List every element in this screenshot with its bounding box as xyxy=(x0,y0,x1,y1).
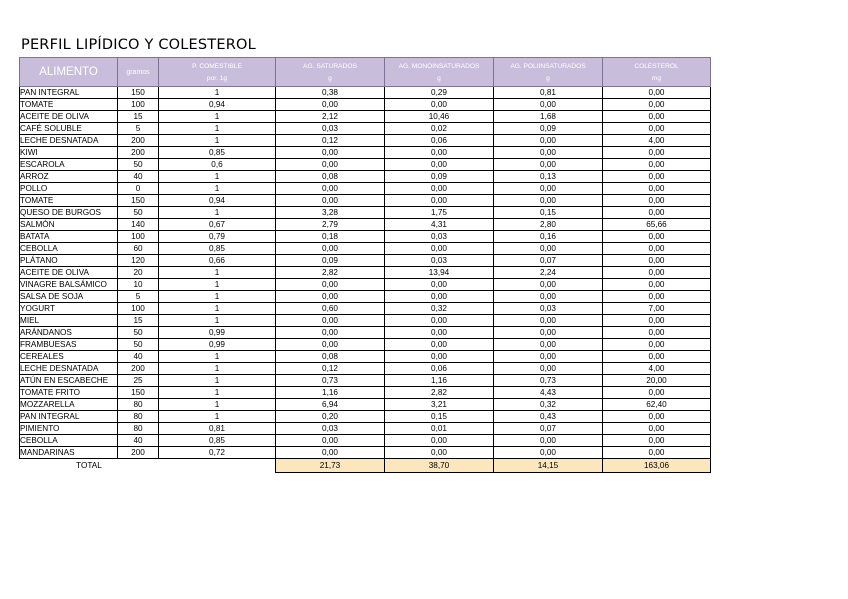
cell-gramos[interactable]: 80 xyxy=(118,411,159,423)
cell-alimento[interactable]: BATATA xyxy=(20,231,118,243)
cell-gramos[interactable]: 120 xyxy=(118,255,159,267)
cell-saturados[interactable]: 6,94 xyxy=(276,399,385,411)
cell-poliinsaturados[interactable]: 4,43 xyxy=(494,387,603,399)
cell-colesterol[interactable]: 0,00 xyxy=(603,99,711,111)
cell-poliinsaturados[interactable]: 0,43 xyxy=(494,411,603,423)
cell-gramos[interactable]: 150 xyxy=(118,87,159,99)
table-row xyxy=(20,171,711,183)
cell-alimento[interactable]: MANDARINAS xyxy=(20,447,118,459)
cell-colesterol[interactable]: 0,00 xyxy=(603,243,711,255)
cell-gramos[interactable]: 50 xyxy=(118,339,159,351)
cell-saturados[interactable]: 0,00 xyxy=(276,279,385,291)
cell-colesterol[interactable]: 0,00 xyxy=(603,279,711,291)
cell-poliinsaturados[interactable]: 0,16 xyxy=(494,231,603,243)
cell-alimento[interactable]: SALSA DE SOJA xyxy=(20,291,118,303)
cell-parte-comestible[interactable]: 1 xyxy=(159,387,276,399)
cell-parte-comestible[interactable]: 1 xyxy=(159,171,276,183)
cell-gramos[interactable]: 40 xyxy=(118,351,159,363)
cell-colesterol[interactable]: 0,00 xyxy=(603,423,711,435)
cell-monoinsaturados[interactable]: 1,16 xyxy=(385,375,494,387)
cell-poliinsaturados[interactable]: 0,00 xyxy=(494,159,603,171)
cell-alimento[interactable]: PLÁTANO xyxy=(20,255,118,267)
cell-gramos[interactable]: 100 xyxy=(118,303,159,315)
cell-gramos[interactable]: 80 xyxy=(118,423,159,435)
cell-parte-comestible[interactable]: 0,94 xyxy=(159,99,276,111)
cell-alimento[interactable]: TOMATE xyxy=(20,195,118,207)
cell-saturados[interactable]: 0,03 xyxy=(276,123,385,135)
cell-monoinsaturados[interactable]: 0,00 xyxy=(385,327,494,339)
table-row xyxy=(20,399,711,411)
cell-gramos[interactable]: 200 xyxy=(118,135,159,147)
column-header-gramos[interactable]: gramos xyxy=(118,58,159,87)
cell-parte-comestible[interactable]: 1 xyxy=(159,315,276,327)
cell-colesterol[interactable]: 0,00 xyxy=(603,267,711,279)
column-header-unit: por. 1g xyxy=(206,75,228,82)
table-row xyxy=(20,159,711,171)
cell-gramos[interactable]: 40 xyxy=(118,435,159,447)
cell-alimento[interactable]: CEBOLLA xyxy=(20,243,118,255)
column-header-label: AG. POLIINSATURADOS xyxy=(510,63,586,70)
cell-saturados[interactable]: 2,12 xyxy=(276,111,385,123)
cell-monoinsaturados[interactable]: 0,06 xyxy=(385,135,494,147)
total-saturados[interactable]: 21,73 xyxy=(276,459,385,473)
cell-gramos[interactable]: 50 xyxy=(118,159,159,171)
column-header-monoinsaturados[interactable] xyxy=(385,58,494,87)
cell-poliinsaturados[interactable]: 0,03 xyxy=(494,303,603,315)
cell-poliinsaturados[interactable]: 0,00 xyxy=(494,147,603,159)
table-row xyxy=(20,351,711,363)
cell-poliinsaturados[interactable]: 0,00 xyxy=(494,279,603,291)
cell-gramos[interactable]: 200 xyxy=(118,447,159,459)
cell-gramos[interactable]: 15 xyxy=(118,111,159,123)
table-row xyxy=(20,111,711,123)
cell-colesterol[interactable]: 0,00 xyxy=(603,327,711,339)
cell-parte-comestible[interactable]: 1 xyxy=(159,279,276,291)
cell-parte-comestible[interactable]: 0,94 xyxy=(159,195,276,207)
cell-parte-comestible[interactable]: 1 xyxy=(159,267,276,279)
total-monoinsaturados[interactable]: 38,70 xyxy=(385,459,494,473)
cell-colesterol[interactable]: 0,00 xyxy=(603,111,711,123)
column-header-unit: g xyxy=(328,75,332,82)
table-row xyxy=(20,99,711,111)
cell-poliinsaturados[interactable]: 2,24 xyxy=(494,267,603,279)
cell-poliinsaturados[interactable]: 0,00 xyxy=(494,447,603,459)
cell-colesterol[interactable]: 0,00 xyxy=(603,291,711,303)
table-row xyxy=(20,291,711,303)
cell-parte-comestible[interactable]: 0,67 xyxy=(159,219,276,231)
cell-alimento[interactable]: ARÁNDANOS xyxy=(20,327,118,339)
table-row xyxy=(20,255,711,267)
cell-monoinsaturados[interactable]: 2,82 xyxy=(385,387,494,399)
cell-gramos[interactable]: 5 xyxy=(118,123,159,135)
cell-saturados[interactable]: 3,28 xyxy=(276,207,385,219)
table-row xyxy=(20,243,711,255)
cell-gramos[interactable]: 140 xyxy=(118,219,159,231)
cell-colesterol[interactable]: 65,66 xyxy=(603,219,711,231)
cell-parte-comestible[interactable]: 0,6 xyxy=(159,159,276,171)
table-row xyxy=(20,231,711,243)
cell-poliinsaturados[interactable]: 0,00 xyxy=(494,183,603,195)
cell-alimento[interactable]: KIWI xyxy=(20,147,118,159)
cell-alimento[interactable]: LECHE DESNATADA xyxy=(20,135,118,147)
cell-saturados[interactable]: 0,00 xyxy=(276,243,385,255)
cell-gramos[interactable]: 15 xyxy=(118,315,159,327)
cell-saturados[interactable]: 0,12 xyxy=(276,135,385,147)
cell-colesterol[interactable]: 0,00 xyxy=(603,195,711,207)
table-row xyxy=(20,423,711,435)
table-row xyxy=(20,147,711,159)
cell-gramos[interactable]: 60 xyxy=(118,243,159,255)
column-header-label: COLESTEROL xyxy=(634,63,679,70)
page-title: PERFIL LIPÍDICO Y COLESTEROL xyxy=(21,37,256,53)
cell-monoinsaturados[interactable]: 0,00 xyxy=(385,183,494,195)
cell-colesterol[interactable]: 0,00 xyxy=(603,231,711,243)
table-row xyxy=(20,411,711,423)
cell-colesterol[interactable]: 0,00 xyxy=(603,447,711,459)
cell-gramos[interactable]: 150 xyxy=(118,387,159,399)
cell-monoinsaturados[interactable]: 0,00 xyxy=(385,435,494,447)
column-header-unit: mg xyxy=(651,75,662,82)
cell-saturados[interactable]: 0,00 xyxy=(276,315,385,327)
cell-monoinsaturados[interactable]: 0,00 xyxy=(385,315,494,327)
cell-monoinsaturados[interactable]: 13,94 xyxy=(385,267,494,279)
cell-alimento[interactable]: QUESO DE BURGOS xyxy=(20,207,118,219)
cell-parte-comestible[interactable]: 0,99 xyxy=(159,339,276,351)
cell-alimento[interactable]: TOMATE xyxy=(20,99,118,111)
cell-monoinsaturados[interactable]: 0,29 xyxy=(385,87,494,99)
cell-monoinsaturados[interactable]: 0,03 xyxy=(385,231,494,243)
cell-monoinsaturados[interactable]: 0,00 xyxy=(385,147,494,159)
cell-poliinsaturados[interactable]: 0,73 xyxy=(494,375,603,387)
cell-colesterol[interactable]: 4,00 xyxy=(603,363,711,375)
cell-gramos[interactable]: 20 xyxy=(118,267,159,279)
cell-saturados[interactable]: 0,12 xyxy=(276,363,385,375)
cell-parte-comestible[interactable]: 0,79 xyxy=(159,231,276,243)
cell-parte-comestible[interactable]: 0,81 xyxy=(159,423,276,435)
total-row xyxy=(20,459,711,473)
cell-alimento[interactable]: ATÚN EN ESCABECHE xyxy=(20,375,118,387)
cell-monoinsaturados[interactable]: 0,03 xyxy=(385,255,494,267)
cell-alimento[interactable]: TOMATE FRITO xyxy=(20,387,118,399)
cell-monoinsaturados[interactable]: 0,00 xyxy=(385,291,494,303)
cell-gramos[interactable]: 200 xyxy=(118,147,159,159)
cell-poliinsaturados[interactable]: 0,00 xyxy=(494,99,603,111)
cell-monoinsaturados[interactable]: 0,00 xyxy=(385,279,494,291)
cell-poliinsaturados[interactable]: 0,00 xyxy=(494,435,603,447)
cell-alimento[interactable]: LECHE DESNATADA xyxy=(20,363,118,375)
cell-monoinsaturados[interactable]: 1,75 xyxy=(385,207,494,219)
cell-colesterol[interactable]: 0,00 xyxy=(603,255,711,267)
cell-monoinsaturados[interactable]: 0,15 xyxy=(385,411,494,423)
cell-parte-comestible[interactable]: 1 xyxy=(159,411,276,423)
column-header-unit: g xyxy=(546,75,550,82)
cell-saturados[interactable]: 0,00 xyxy=(276,327,385,339)
cell-colesterol[interactable]: 4,00 xyxy=(603,135,711,147)
table-row xyxy=(20,87,711,99)
cell-monoinsaturados[interactable]: 0,00 xyxy=(385,99,494,111)
cell-saturados[interactable]: 0,38 xyxy=(276,87,385,99)
cell-colesterol[interactable]: 7,00 xyxy=(603,303,711,315)
cell-gramos[interactable]: 0 xyxy=(118,183,159,195)
cell-poliinsaturados[interactable]: 0,13 xyxy=(494,171,603,183)
cell-parte-comestible[interactable]: 1 xyxy=(159,291,276,303)
cell-alimento[interactable]: VINAGRE BALSÁMICO xyxy=(20,279,118,291)
cell-poliinsaturados[interactable]: 1,68 xyxy=(494,111,603,123)
cell-monoinsaturados[interactable]: 10,46 xyxy=(385,111,494,123)
cell-poliinsaturados[interactable]: 0,09 xyxy=(494,123,603,135)
column-header-label: AG. SATURADOS xyxy=(303,63,357,70)
cell-poliinsaturados[interactable]: 0,00 xyxy=(494,327,603,339)
total-label: TOTAL xyxy=(76,461,102,471)
table-row xyxy=(20,267,711,279)
cell-poliinsaturados[interactable]: 0,00 xyxy=(494,363,603,375)
table-row xyxy=(20,123,711,135)
cell-colesterol[interactable]: 0,00 xyxy=(603,435,711,447)
total-poliinsaturados[interactable]: 14,15 xyxy=(494,459,603,473)
cell-colesterol[interactable]: 0,00 xyxy=(603,147,711,159)
table-row xyxy=(20,363,711,375)
cell-colesterol[interactable]: 0,00 xyxy=(603,315,711,327)
cell-saturados[interactable]: 0,09 xyxy=(276,255,385,267)
cell-colesterol[interactable]: 0,00 xyxy=(603,339,711,351)
column-header-colesterol[interactable] xyxy=(603,58,711,87)
cell-poliinsaturados[interactable]: 0,81 xyxy=(494,87,603,99)
cell-monoinsaturados[interactable]: 0,32 xyxy=(385,303,494,315)
cell-saturados[interactable]: 0,60 xyxy=(276,303,385,315)
cell-alimento[interactable]: ESCAROLA xyxy=(20,159,118,171)
cell-alimento[interactable]: CEREALES xyxy=(20,351,118,363)
table-row xyxy=(20,279,711,291)
cell-alimento[interactable]: ACEITE DE OLIVA xyxy=(20,111,118,123)
cell-monoinsaturados[interactable]: 0,00 xyxy=(385,351,494,363)
cell-gramos[interactable]: 25 xyxy=(118,375,159,387)
cell-parte-comestible[interactable]: 0,66 xyxy=(159,255,276,267)
table-row xyxy=(20,387,711,399)
cell-parte-comestible[interactable]: 0,85 xyxy=(159,435,276,447)
cell-saturados[interactable]: 0,00 xyxy=(276,291,385,303)
table-row xyxy=(20,195,711,207)
table-body xyxy=(20,87,711,459)
cell-alimento[interactable]: ACEITE DE OLIVA xyxy=(20,267,118,279)
column-header-alimento[interactable]: ALIMENTO xyxy=(20,58,118,87)
cell-saturados[interactable]: 0,08 xyxy=(276,171,385,183)
cell-gramos[interactable]: 100 xyxy=(118,231,159,243)
cell-colesterol[interactable]: 0,00 xyxy=(603,87,711,99)
cell-poliinsaturados[interactable]: 0,00 xyxy=(494,339,603,351)
cell-monoinsaturados[interactable]: 0,09 xyxy=(385,171,494,183)
cell-saturados[interactable]: 0,00 xyxy=(276,435,385,447)
cell-saturados[interactable]: 0,00 xyxy=(276,339,385,351)
cell-saturados[interactable]: 0,00 xyxy=(276,195,385,207)
cell-saturados[interactable]: 2,79 xyxy=(276,219,385,231)
cell-saturados[interactable]: 2,82 xyxy=(276,267,385,279)
cell-colesterol[interactable]: 0,00 xyxy=(603,123,711,135)
column-header-parte-comestible[interactable] xyxy=(159,58,276,87)
cell-gramos[interactable]: 100 xyxy=(118,99,159,111)
table-row xyxy=(20,339,711,351)
cell-parte-comestible[interactable]: 1 xyxy=(159,207,276,219)
cell-saturados[interactable]: 0,00 xyxy=(276,147,385,159)
cell-gramos[interactable]: 150 xyxy=(118,195,159,207)
cell-parte-comestible[interactable]: 1 xyxy=(159,303,276,315)
cell-parte-comestible[interactable]: 0,72 xyxy=(159,447,276,459)
table-row xyxy=(20,207,711,219)
column-header-label: AG. MONOINSATURADOS xyxy=(398,63,480,70)
cell-poliinsaturados[interactable]: 0,15 xyxy=(494,207,603,219)
cell-monoinsaturados[interactable]: 0,00 xyxy=(385,243,494,255)
cell-monoinsaturados[interactable]: 3,21 xyxy=(385,399,494,411)
cell-colesterol[interactable]: 0,00 xyxy=(603,171,711,183)
cell-gramos[interactable]: 50 xyxy=(118,207,159,219)
cell-poliinsaturados[interactable]: 0,00 xyxy=(494,195,603,207)
cell-gramos[interactable]: 10 xyxy=(118,279,159,291)
cell-alimento[interactable]: MOZZARELLA xyxy=(20,399,118,411)
cell-colesterol[interactable]: 0,00 xyxy=(603,411,711,423)
cell-saturados[interactable]: 0,03 xyxy=(276,423,385,435)
cell-parte-comestible[interactable]: 0,85 xyxy=(159,243,276,255)
cell-poliinsaturados[interactable]: 0,00 xyxy=(494,243,603,255)
cell-colesterol[interactable]: 0,00 xyxy=(603,351,711,363)
table-row xyxy=(20,327,711,339)
cell-alimento[interactable]: PIMIENTO xyxy=(20,423,118,435)
cell-monoinsaturados[interactable]: 0,02 xyxy=(385,123,494,135)
cell-monoinsaturados[interactable]: 0,01 xyxy=(385,423,494,435)
header-row xyxy=(20,58,711,87)
cell-monoinsaturados[interactable]: 0,00 xyxy=(385,159,494,171)
cell-parte-comestible[interactable]: 1 xyxy=(159,375,276,387)
cell-colesterol[interactable]: 0,00 xyxy=(603,387,711,399)
cell-poliinsaturados[interactable]: 0,00 xyxy=(494,135,603,147)
cell-parte-comestible[interactable]: 1 xyxy=(159,123,276,135)
cell-parte-comestible[interactable]: 0,85 xyxy=(159,147,276,159)
cell-saturados[interactable]: 0,20 xyxy=(276,411,385,423)
table-row xyxy=(20,135,711,147)
cell-colesterol[interactable]: 20,00 xyxy=(603,375,711,387)
cell-parte-comestible[interactable]: 1 xyxy=(159,363,276,375)
cell-colesterol[interactable]: 0,00 xyxy=(603,207,711,219)
cell-poliinsaturados[interactable]: 0,07 xyxy=(494,255,603,267)
cell-parte-comestible[interactable]: 1 xyxy=(159,183,276,195)
cell-gramos[interactable]: 5 xyxy=(118,291,159,303)
cell-poliinsaturados[interactable]: 0,00 xyxy=(494,351,603,363)
table-row xyxy=(20,219,711,231)
cell-gramos[interactable]: 80 xyxy=(118,399,159,411)
cell-saturados[interactable]: 1,16 xyxy=(276,387,385,399)
cell-alimento[interactable]: POLLO xyxy=(20,183,118,195)
cell-alimento[interactable]: PAN INTEGRAL xyxy=(20,87,118,99)
cell-saturados[interactable]: 0,00 xyxy=(276,99,385,111)
cell-gramos[interactable]: 50 xyxy=(118,327,159,339)
table-row xyxy=(20,315,711,327)
cell-saturados[interactable]: 0,18 xyxy=(276,231,385,243)
table-row xyxy=(20,303,711,315)
cell-gramos[interactable]: 200 xyxy=(118,363,159,375)
cell-monoinsaturados[interactable]: 0,00 xyxy=(385,195,494,207)
cell-poliinsaturados[interactable]: 0,07 xyxy=(494,423,603,435)
cell-alimento[interactable]: CAFÉ SOLUBLE xyxy=(20,123,118,135)
cell-monoinsaturados[interactable]: 4,31 xyxy=(385,219,494,231)
column-header-label: P. COMESTIBLE xyxy=(192,63,242,70)
total-colesterol[interactable]: 163,06 xyxy=(603,459,711,473)
cell-monoinsaturados[interactable]: 0,00 xyxy=(385,339,494,351)
cell-saturados[interactable]: 0,00 xyxy=(276,159,385,171)
cell-poliinsaturados[interactable]: 2,80 xyxy=(494,219,603,231)
cell-alimento[interactable]: ARROZ xyxy=(20,171,118,183)
cell-saturados[interactable]: 0,73 xyxy=(276,375,385,387)
cell-parte-comestible[interactable]: 1 xyxy=(159,111,276,123)
cell-poliinsaturados[interactable]: 0,00 xyxy=(494,315,603,327)
cell-colesterol[interactable]: 0,00 xyxy=(603,159,711,171)
cell-poliinsaturados[interactable]: 0,00 xyxy=(494,291,603,303)
cell-alimento[interactable]: PAN INTEGRAL xyxy=(20,411,118,423)
cell-monoinsaturados[interactable]: 0,06 xyxy=(385,363,494,375)
table-row xyxy=(20,435,711,447)
cell-saturados[interactable]: 0,08 xyxy=(276,351,385,363)
cell-alimento[interactable]: CEBOLLA xyxy=(20,435,118,447)
cell-saturados[interactable]: 0,00 xyxy=(276,183,385,195)
cell-parte-comestible[interactable]: 1 xyxy=(159,399,276,411)
cell-monoinsaturados[interactable]: 0,00 xyxy=(385,447,494,459)
table-row xyxy=(20,183,711,195)
table-row xyxy=(20,447,711,459)
cell-saturados[interactable]: 0,00 xyxy=(276,447,385,459)
cell-parte-comestible[interactable]: 1 xyxy=(159,87,276,99)
cell-colesterol[interactable]: 62,40 xyxy=(603,399,711,411)
cell-alimento[interactable]: SALMÓN xyxy=(20,219,118,231)
cell-parte-comestible[interactable]: 0,99 xyxy=(159,327,276,339)
cell-alimento[interactable]: YOGURT xyxy=(20,303,118,315)
cell-gramos[interactable]: 40 xyxy=(118,171,159,183)
column-header-poliinsaturados[interactable] xyxy=(494,58,603,87)
total-spacer xyxy=(159,459,276,473)
column-header-saturados[interactable] xyxy=(276,58,385,87)
cell-parte-comestible[interactable]: 1 xyxy=(159,351,276,363)
table-row xyxy=(20,375,711,387)
cell-colesterol[interactable]: 0,00 xyxy=(603,183,711,195)
lipid-profile-table xyxy=(19,57,711,473)
column-header-unit: g xyxy=(437,75,441,82)
cell-alimento[interactable]: FRAMBUESAS xyxy=(20,339,118,351)
cell-parte-comestible[interactable]: 1 xyxy=(159,135,276,147)
cell-alimento[interactable]: MIEL xyxy=(20,315,118,327)
cell-poliinsaturados[interactable]: 0,32 xyxy=(494,399,603,411)
